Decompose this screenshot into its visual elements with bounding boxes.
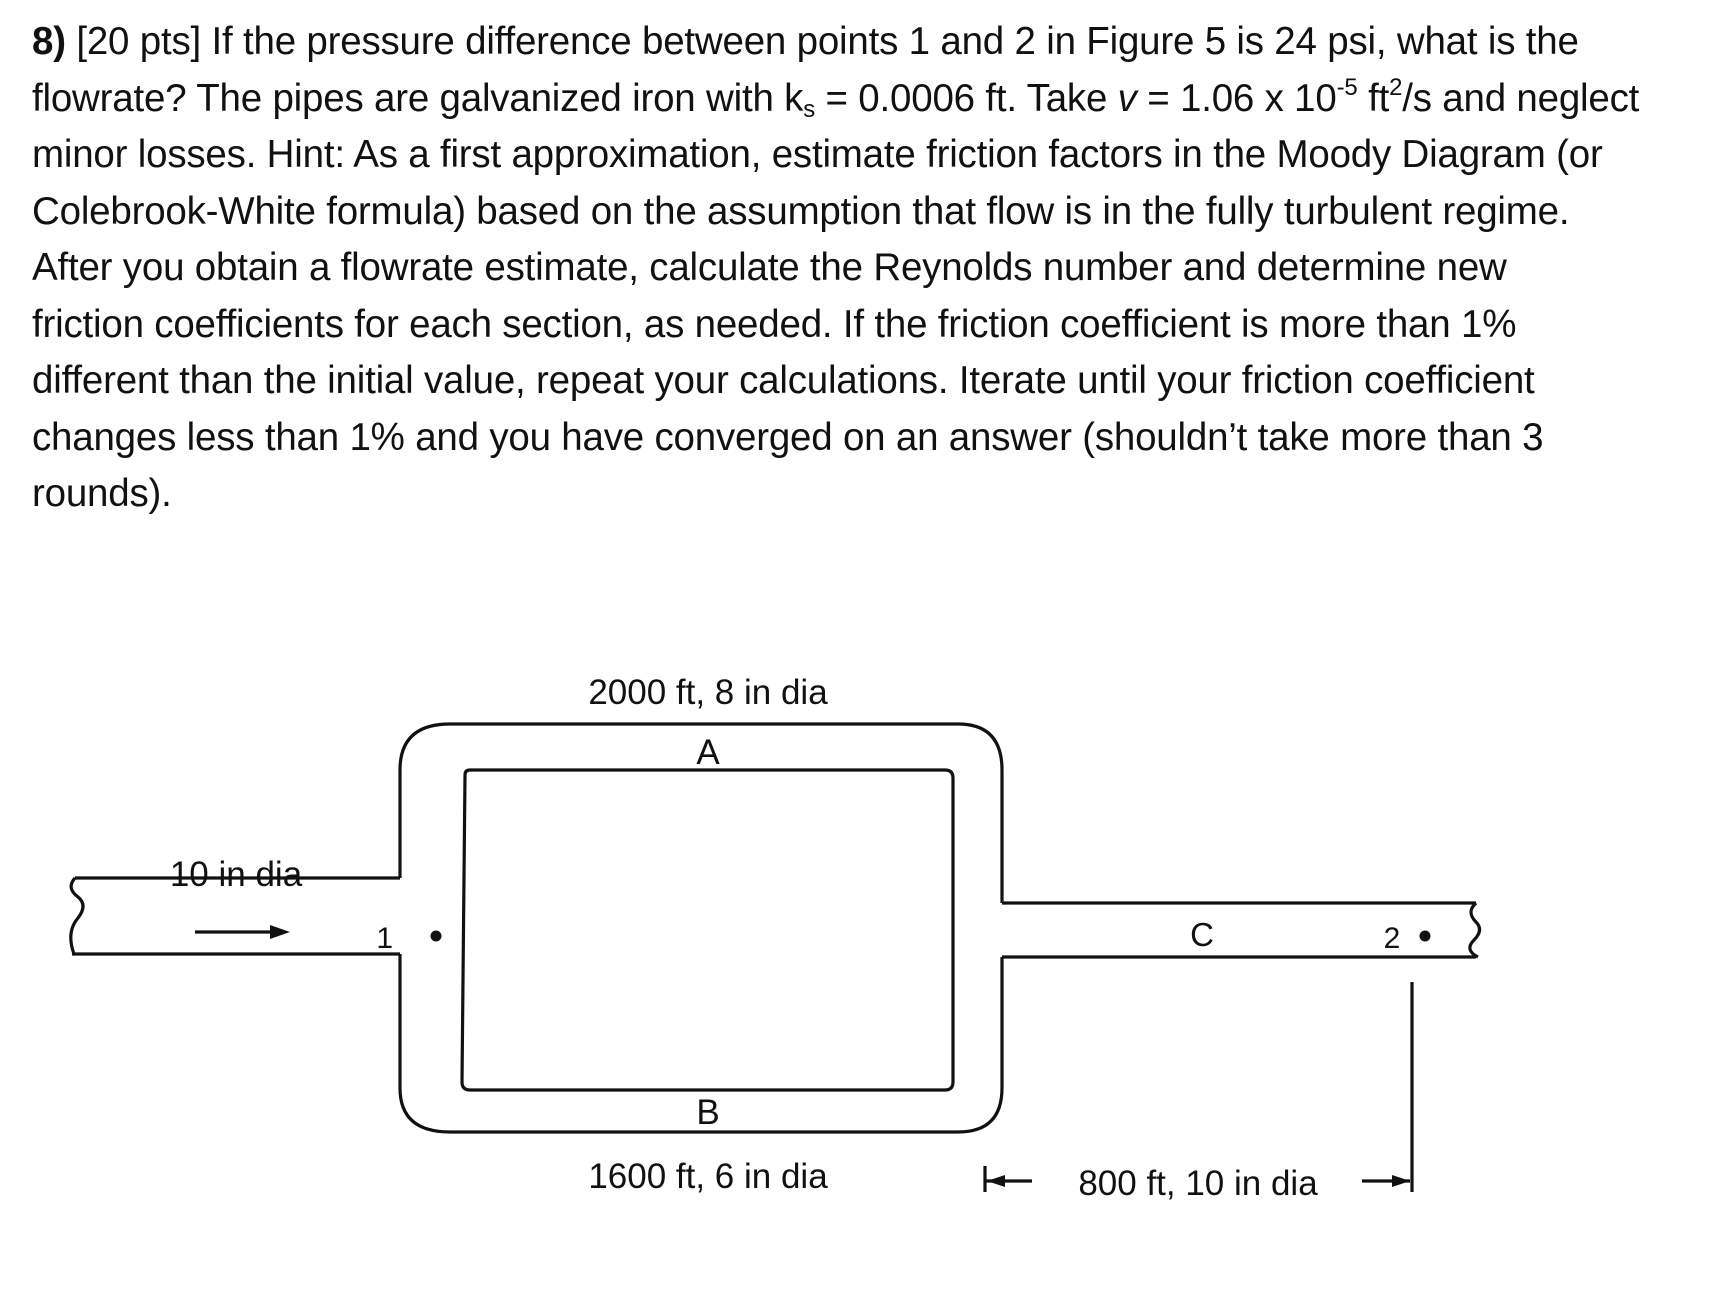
pipe-network-figure xyxy=(0,620,1716,1240)
problem-line-4: Colebrook-White formula) based on the assumption that flow is in the fully turbulent regime. xyxy=(32,189,1570,233)
point-1-marker xyxy=(431,931,442,942)
point-2-label: 2 xyxy=(1383,922,1401,955)
flow-arrow-head xyxy=(270,925,290,939)
problem-line-1-text: [20 pts] If the pressure difference between points 1 and 2 in Figure 5 is 24 psi, what is the xyxy=(65,20,1579,63)
pipe-c-break xyxy=(1470,903,1480,957)
exponent-minus-5: -5 xyxy=(1336,73,1358,101)
viscosity-symbol: v xyxy=(1117,76,1137,120)
problem-line-3: minor losses. Hint: As a first approximation, estimate friction factors in the Moody Diagram (or xyxy=(32,133,1603,176)
exponent-2: 2 xyxy=(1389,73,1403,101)
pipe-b-label: B xyxy=(696,1093,720,1132)
problem-line-9: rounds). xyxy=(32,472,172,515)
problem-number: 8) xyxy=(32,20,66,63)
problem-line-2-part-c: = 1.06 x 10 xyxy=(1136,76,1337,120)
problem-line-6: friction coefficients for each section, as needed. If the friction coefficient is more than 1% xyxy=(32,302,1517,346)
inlet-pipe-break xyxy=(71,878,83,954)
problem-line-8: changes less than 1% and you have converged on an answer (shouldn’t take more than 3 xyxy=(32,415,1544,459)
inlet-spec: 10 in dia xyxy=(169,855,303,894)
problem-line-1 xyxy=(32,14,1702,71)
problem-line-2-part-a: flowrate? The pipes are galvanized iron with k xyxy=(32,76,804,120)
loop-inner-wall xyxy=(462,770,953,1090)
dimension-arrow-left-head xyxy=(987,1175,1005,1187)
problem-line-5: After you obtain a flowrate estimate, calculate the Reynolds number and determine new xyxy=(32,246,1507,289)
problem-line-7: different than the initial value, repeat your calculations. Iterate until your friction coefficient xyxy=(32,359,1535,402)
pipe-a-spec: 2000 ft, 8 in dia xyxy=(588,673,828,712)
problem-line-2-part-b: = 0.0006 ft. Take xyxy=(815,76,1118,120)
pipe-b-spec: 1600 ft, 6 in dia xyxy=(588,1157,828,1196)
point-1-label: 1 xyxy=(376,922,393,955)
problem-line-2-part-d: ft xyxy=(1357,76,1390,120)
ks-subscript: s xyxy=(803,95,816,123)
problem-line-2 xyxy=(32,71,1702,128)
dimension-arrow-right-head xyxy=(1392,1175,1410,1187)
problem-statement xyxy=(32,14,1702,523)
point-2-marker xyxy=(1420,931,1431,942)
pipe-c-spec: 800 ft, 10 in dia xyxy=(1078,1164,1318,1203)
pipe-a-label: A xyxy=(696,733,720,772)
problem-line-2-part-e: /s and neglect xyxy=(1402,76,1640,120)
pipe-c-label: C xyxy=(1190,916,1214,953)
